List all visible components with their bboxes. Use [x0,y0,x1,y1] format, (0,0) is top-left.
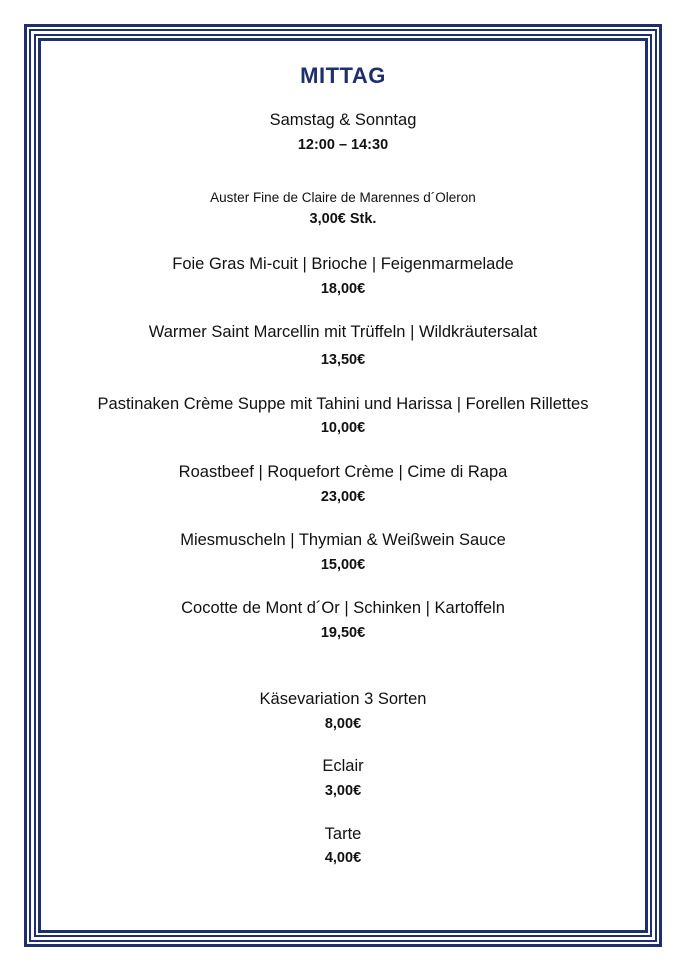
menu-hours: 12:00 – 14:30 [297,137,389,153]
menu-item-price: 3,00€ [324,783,362,799]
menu-item-price: 8,00€ [324,716,362,732]
menu-item-price: 4,00€ [324,850,362,866]
menu-item-price: 3,00€ Stk. [309,211,377,227]
menu-item-name: Eclair [322,757,364,775]
menu-item-name: Miesmuscheln | Thymian & Weißwein Sauce [180,531,506,549]
menu-item-name: Auster Fine de Claire de Marennes d´Oleron [210,190,476,205]
menu-item-price: 23,00€ [320,489,366,505]
menu-item-price: 18,00€ [320,281,366,297]
menu-item-name: Cocotte de Mont d´Or | Schinken | Kartoffeln [181,599,505,617]
menu-item-price: 13,50€ [320,352,366,368]
menu-item-name: Pastinaken Crème Suppe mit Tahini und Harissa | Forellen Rillettes [97,395,589,413]
menu-days: Samstag & Sonntag [269,111,417,129]
menu-item-name: Tarte [324,825,362,843]
menu-item-name: Roastbeef | Roquefort Crème | Cime di Rapa [178,463,508,481]
menu-title: MITTAG [300,63,386,88]
menu-item-price: 19,50€ [320,625,366,641]
menu-item-price: 15,00€ [320,557,366,573]
menu-item-name: Warmer Saint Marcellin mit Trüffeln | Wildkräutersalat [148,323,538,341]
menu-item-name: Käsevariation 3 Sorten [259,690,427,708]
menu-item-name: Foie Gras Mi-cuit | Brioche | Feigenmarmelade [172,255,514,273]
menu-item-price: 10,00€ [320,420,366,436]
